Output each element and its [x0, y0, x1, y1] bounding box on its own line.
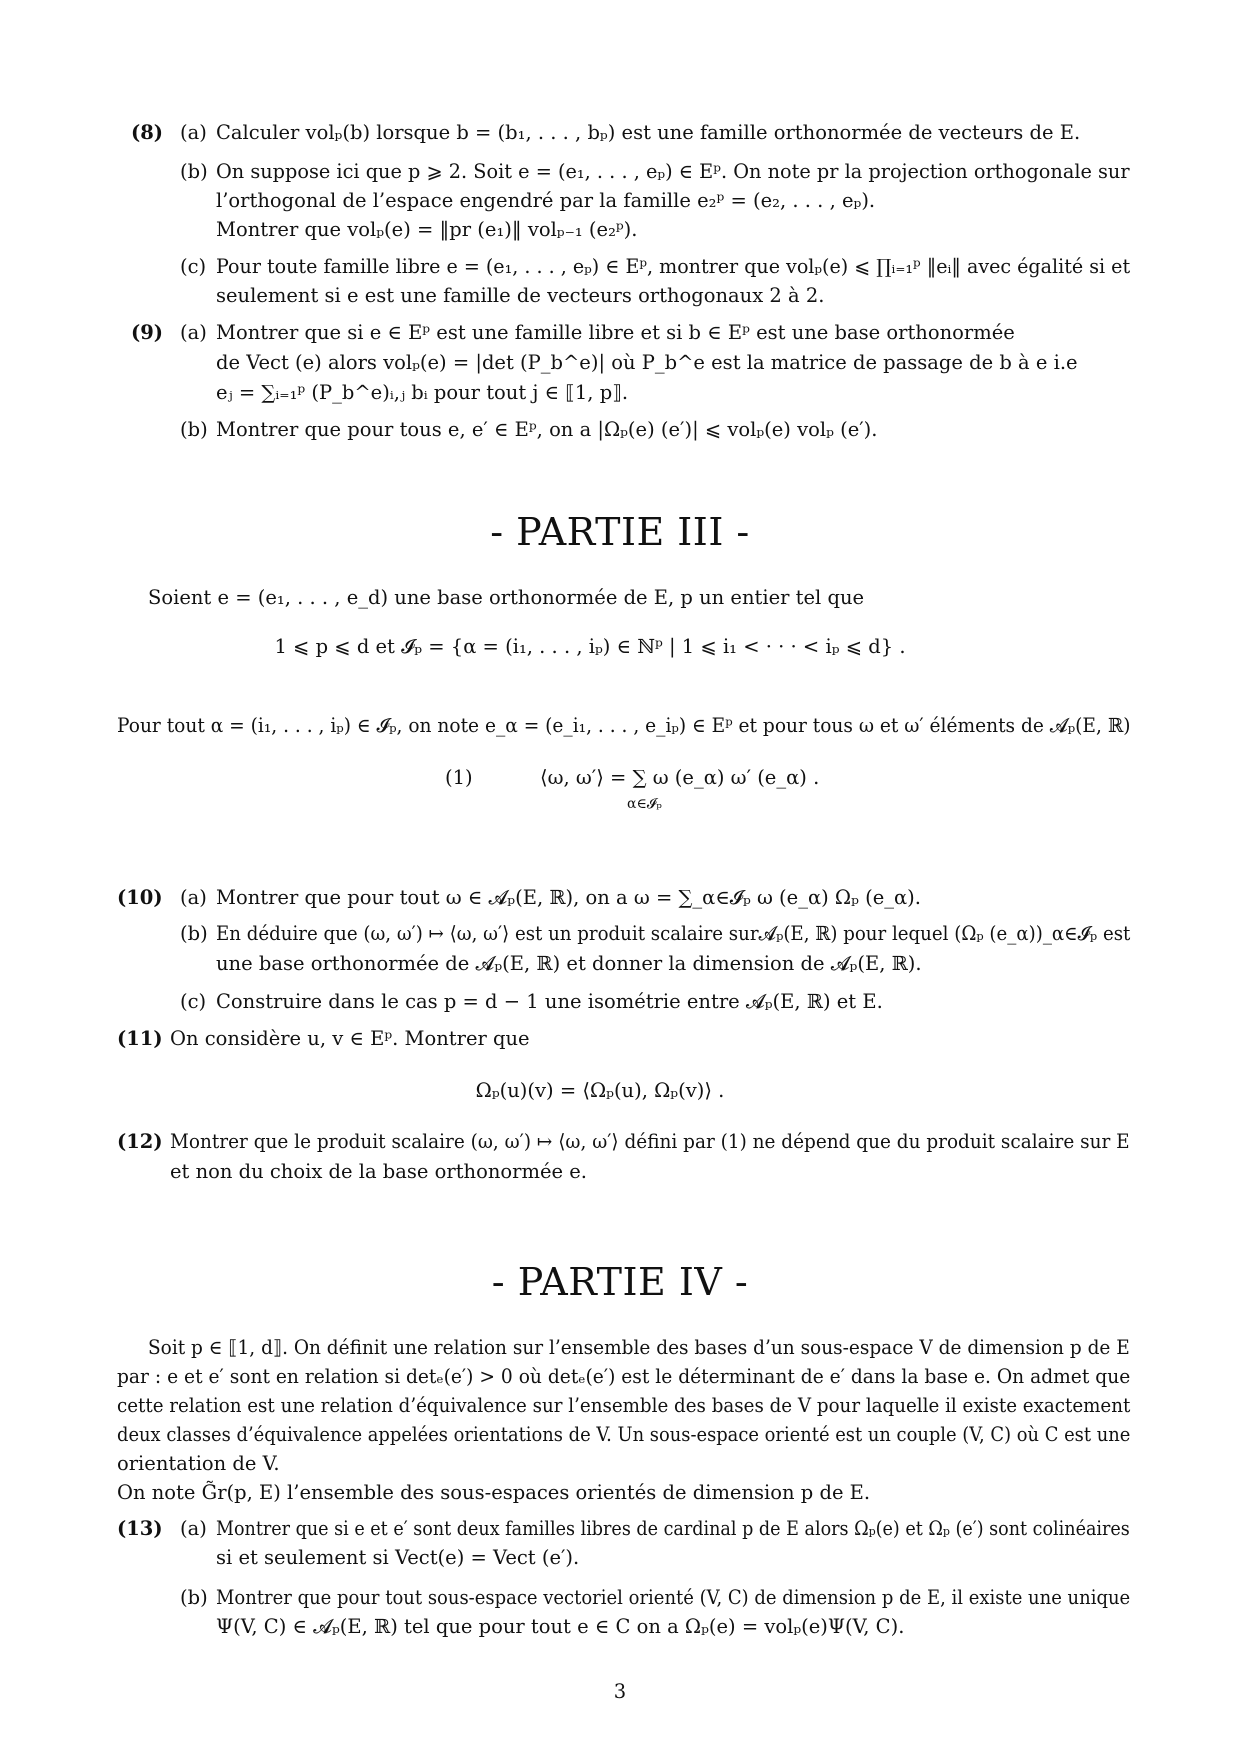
- equation-1-label: (1): [445, 766, 473, 789]
- question-10b-line-1: En déduire que (ω, ω′) ↦ ⟨ω, ω′⟩ est un produit scalaire sur𝓐ₚ(E, ℝ) pour lequel (Ωₚ (e_α))_α∈𝓘ₚ est: [216, 922, 1131, 945]
- question-13b-line-2: Ψ(V, C) ∈ 𝓐ₚ(E, ℝ) tel que pour tout e ∈ C on a Ωₚ(e) = volₚ(e)Ψ(V, C).: [216, 1615, 905, 1638]
- question-9a-line-2: de Vect (e) alors volₚ(e) = |det (P_b^e)| où P_b^e est la matrice de passage de b à e i.e: [216, 351, 1078, 374]
- question-13a-line-2: si et seulement si Vect(e) = Vect (e′).: [216, 1546, 580, 1569]
- question-10c-label: (c): [180, 990, 207, 1013]
- question-12-number: (12): [117, 1130, 163, 1153]
- equation-1-body: ⟨ω, ω′⟩ = ∑ ω (e_α) ω′ (e_α) .: [540, 766, 820, 789]
- question-8b-line-2: l’orthogonal de l’espace engendré par la famille e₂ᵖ = (e₂, . . . , eₚ).: [216, 189, 876, 212]
- question-9-number: (9): [131, 321, 164, 344]
- part-4-paragraph-line-1: Soit p ∈ ⟦1, d⟧. On définit une relation sur l’ensemble des bases d’un sous-espace V de dimension p de E: [148, 1336, 1130, 1359]
- question-10a-label: (a): [180, 886, 207, 909]
- question-11-number: (11): [117, 1027, 163, 1050]
- part-4-heading: - PARTIE IV -: [491, 1260, 749, 1304]
- part-3-definition-line: Pour tout α = (i₁, . . . , iₚ) ∈ 𝓘ₚ, on note e_α = (e_i₁, . . . , e_iₚ) ∈ Eᵖ et pour tous ω et ω′ éléments de 𝓐ₚ(E, ℝ): [117, 714, 1131, 737]
- question-13a-label: (a): [180, 1517, 207, 1540]
- question-9a-label: (a): [180, 321, 207, 344]
- part-3-intro: Soient e = (e₁, . . . , e_d) une base orthonormée de E, p un entier tel que: [148, 586, 865, 609]
- part-4-paragraph-line-5: orientation de V.: [117, 1452, 280, 1475]
- question-8a-text: Calculer volₚ(b) lorsque b = (b₁, . . . , bₚ) est une famille orthonormée de vecteurs de E.: [216, 121, 1081, 144]
- question-8b-label: (b): [180, 160, 208, 183]
- question-8c-line-2: seulement si e est une famille de vecteurs orthogonaux 2 à 2.: [216, 284, 825, 307]
- question-9a-line-1: Montrer que si e ∈ Eᵖ est une famille libre et si b ∈ Eᵖ est une base orthonormée: [216, 321, 1015, 344]
- part-3-heading: - PARTIE III -: [490, 510, 750, 554]
- question-13-number: (13): [117, 1517, 163, 1540]
- part-4-paragraph-line-4: deux classes d’équivalence appelées orientations de V. Un sous-espace orienté est un couple (V, C) où C est une: [117, 1423, 1131, 1446]
- question-10a-text: Montrer que pour tout ω ∈ 𝓐ₚ(E, ℝ), on a ω = ∑_α∈𝓘ₚ ω (e_α) Ωₚ (e_α).: [216, 886, 921, 909]
- question-10b-line-2: une base orthonormée de 𝓐ₚ(E, ℝ) et donner la dimension de 𝓐ₚ(E, ℝ).: [216, 952, 922, 975]
- question-13b-line-1: Montrer que pour tout sous-espace vectoriel orienté (V, C) de dimension p de E, il existe une unique: [216, 1586, 1131, 1609]
- question-8c-line-1: Pour toute famille libre e = (e₁, . . . , eₚ) ∈ Eᵖ, montrer que volₚ(e) ⩽ ∏ᵢ₌₁ᵖ ‖eᵢ‖ avec égalité si et: [216, 255, 1131, 278]
- question-8b-line-3: Montrer que volₚ(e) = ‖pr (e₁)‖ volₚ₋₁ (e₂ᵖ).: [216, 218, 638, 241]
- question-8-number: (8): [131, 121, 164, 144]
- question-10-number: (10): [117, 886, 163, 909]
- question-9b-text: Montrer que pour tous e, e′ ∈ Eᵖ, on a |Ωₚ(e) (e′)| ⩽ volₚ(e) volₚ (e′).: [216, 418, 878, 441]
- question-12-line-2: et non du choix de la base orthonormée e.: [170, 1160, 587, 1183]
- part-4-paragraph-line-6: On note G̃r(p, E) l’ensemble des sous-espaces orientés de dimension p de E.: [117, 1481, 871, 1504]
- question-9a-line-3: eⱼ = ∑ᵢ₌₁ᵖ (P_b^e)ᵢ,ⱼ bᵢ pour tout j ∈ ⟦1, p⟧.: [216, 381, 629, 404]
- question-13a-line-1: Montrer que si e et e′ sont deux familles libres de cardinal p de E alors Ωₚ(e) et Ωₚ (e′) sont colinéaires: [216, 1517, 1130, 1540]
- question-11-text: On considère u, v ∈ Eᵖ. Montrer que: [170, 1027, 530, 1050]
- part-4-paragraph-line-3: cette relation est une relation d’équivalence sur l’ensemble des bases de V pour laquelle il existe exactement: [117, 1394, 1131, 1417]
- question-10c-text: Construire dans le cas p = d − 1 une isométrie entre 𝓐ₚ(E, ℝ) et E.: [216, 990, 883, 1013]
- question-12-line-1: Montrer que le produit scalaire (ω, ω′) ↦ ⟨ω, ω′⟩ défini par (1) ne dépend que du produit scalaire sur E: [170, 1130, 1130, 1153]
- question-8b-line-1: On suppose ici que p ⩾ 2. Soit e = (e₁, . . . , eₚ) ∈ Eᵖ. On note pr la projection orthogonale sur: [216, 160, 1130, 183]
- equation-1-sum-index: α∈𝓘ₚ: [627, 796, 662, 812]
- question-8a-label: (a): [180, 121, 207, 144]
- question-8c-label: (c): [180, 255, 207, 278]
- part-3-display-equation: 1 ⩽ p ⩽ d et 𝓘ₚ = {α = (i₁, . . . , iₚ) ∈ ℕᵖ | 1 ⩽ i₁ < · · · < iₚ ⩽ d} .: [274, 635, 906, 658]
- question-13b-label: (b): [180, 1586, 208, 1609]
- page-number: 3: [613, 1680, 627, 1703]
- question-10b-label: (b): [180, 922, 208, 945]
- part-4-paragraph-line-2: par : e et e′ sont en relation si detₑ(e′) > 0 où detₑ(e′) est le déterminant de e′ dans la base e. On admet que: [117, 1365, 1131, 1388]
- question-11-display: Ωₚ(u)(v) = ⟨Ωₚ(u), Ωₚ(v)⟩ .: [475, 1079, 725, 1102]
- question-9b-label: (b): [180, 418, 208, 441]
